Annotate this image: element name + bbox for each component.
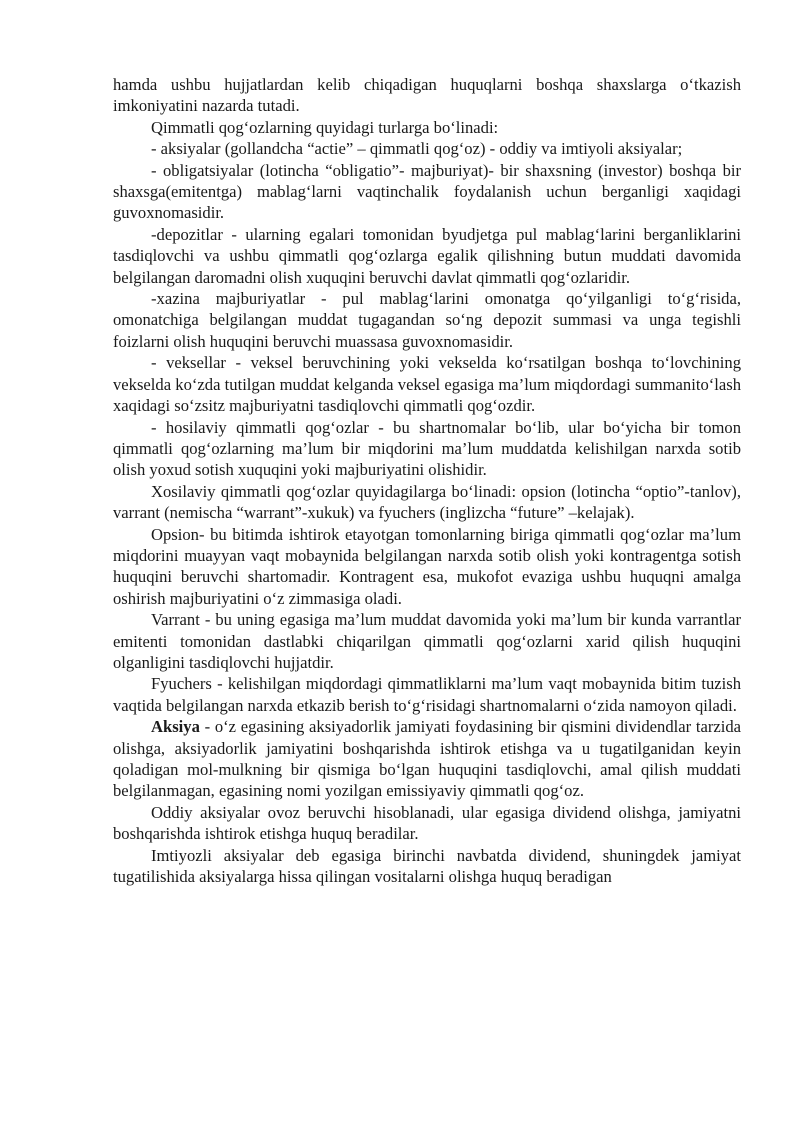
paragraph: Opsion- bu bitimda ishtirok etayotgan tomonlarning biriga qimmatli qog‘ozlar ma’lum miqdorini muayyan vaqt mobaynida belgilangan narxda sotib olish yoki kontragentga sotish huquqini beruvchi shartomadir. Kontragent esa, mukofot evaziga ushbu huquqni amalga oshirish majburiyatini o‘z zimmasiga oladi. xyxy=(113,524,741,608)
paragraph: - obligatsiyalar (lotincha “obligatio”- majburiyat)- bir shaxsning (investor) boshqa bir shaxsga(emitentga) mablag‘larni vaqtinchalik foydalanish uchun berganligi xaqidagi guvoxnomasidir. xyxy=(113,160,741,223)
paragraph-text: - o‘z egasining aksiyadorlik jamiyati foydasining bir qismini dividendlar tarzida olishga, aksiyadorlik jamiyatini boshqarishda ishtirok etishga va u tugatilganidan keyin qoladigan mol-mulkning bir qismiga bo‘lgan huquqini tasdiqlovchi, amal qilish muddati belgilanmagan, egasining nomi yozilgan emissiyaviy qimmatli qog‘oz. xyxy=(113,717,741,801)
term-aksiya: Aksiya xyxy=(151,717,200,737)
paragraph: -xazina majburiyatlar - pul mablag‘larini omonatga qo‘yilganligi to‘g‘risida, omonatchiga belgilangan muddat tugagandan so‘ng depozit summasi va unga tegishli foizlarni olish huquqini beruvchi muassasa guvoxnomasidir. xyxy=(113,289,741,351)
paragraph: Fyuchers - kelishilgan miqdordagi qimmatliklarni ma’lum vaqt mobaynida bitim tuzish vaqtida belgilangan narxda etkazib berish to‘g‘risidagi shartnomalarni o‘zida namoyon qiladi. xyxy=(113,674,741,715)
paragraph: - veksellar - veksel beruvchining yoki vekselda ko‘rsatilgan boshqa to‘lovchining vekselda ko‘zda tutilgan muddat kelganda veksel egasiga ma’lum miqdordagi summanito‘lash xaqidagi so‘zsitz majburiyatni tasdiqlovchi qimmatli qog‘ozdir. xyxy=(113,353,741,416)
paragraph: Oddiy aksiyalar ovoz beruvchi hisoblanadi, ular egasiga dividend olishga, jamiyatni boshqarishda ishtirok etishga huquq beradilar. xyxy=(113,802,741,844)
paragraph-aksiya xyxy=(113,716,741,802)
paragraph: -depozitlar - ularning egalari tomonidan byudjetga pul mablag‘larini berganliklarini tasdiqlovchi va ushbu qimmatli qog‘ozlarga egalik qilishning butun muddati davomida belgilangan daromadni olish xuquqini beruvchi davlat qimmatli qog‘ozlaridir. xyxy=(113,224,741,287)
paragraph: Qimmatli qog‘ozlarning quyidagi turlarga bo‘linadi: xyxy=(151,117,499,137)
paragraph: - hosilaviy qimmatli qog‘ozlar - bu shartnomalar bo‘lib, ular bo‘yicha bir tomon qimmatli qog‘ozlarning ma’lum bir miqdorini ma’lum muddatda kelishilgan narxda sotib olish yoxud sotish xuquqini yoki majburiyatini olishidir. xyxy=(113,417,741,480)
paragraph: Xosilaviy qimmatli qog‘ozlar quyidagilarga bo‘linadi: opsion (lotincha “optio”-tanlov), varrant (nemischa “warrant”-xukuk) va fyuchers (inglizcha “future” –kelajak). xyxy=(113,481,741,523)
document-page xyxy=(113,74,741,887)
paragraph: - aksiyalar (gollandcha “actie” – qimmatli qog‘oz) - oddiy va imtiyoli aksiyalar; xyxy=(151,139,683,159)
paragraph: Varrant - bu uning egasiga ma’lum muddat davomida yoki ma’lum bir kunda varrantlar emitenti tomonidan dastlabki chiqarilgan qimmatli qog‘ozlarni xarid qilish huquqini olganligini tasdiqlovchi hujjatdir. xyxy=(113,610,741,672)
paragraph: hamda ushbu hujjatlardan kelib chiqadigan huquqlarni boshqa shaxslarga o‘tkazish imkoniyatini nazarda tutadi. xyxy=(113,75,741,116)
paragraph: Imtiyozli aksiyalar deb egasiga birinchi navbatda dividend, shuningdek jamiyat tugatilishida aksiyalarga hissa qilingan vositalarni olishga huquq beradigan xyxy=(113,845,741,887)
